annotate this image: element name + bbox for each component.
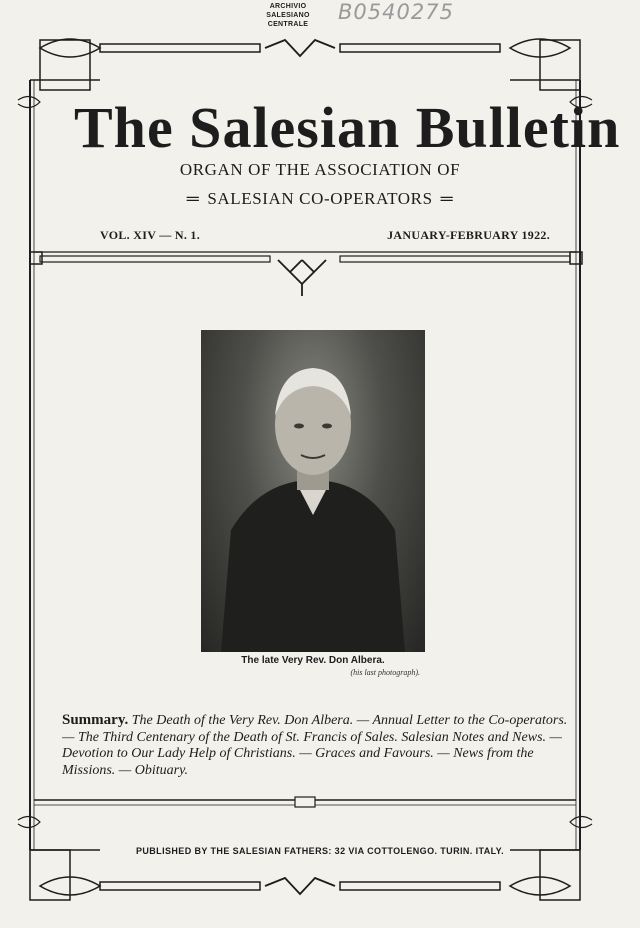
portrait-figure xyxy=(201,330,425,652)
issue-date: JANUARY-FEBRUARY 1922. xyxy=(387,228,550,242)
publisher-line: PUBLISHED BY THE SALESIAN FATHERS: 32 VIA COTTOLENGO. TURIN. ITALY. xyxy=(135,846,504,856)
stamp-line-2: CENTRALE xyxy=(267,21,309,28)
photo-caption-note: (his last photograph). xyxy=(350,668,420,677)
stamp-line-1: ARCHIVIO SALESIANO xyxy=(266,3,310,19)
volume-number: VOL. XIV — N. 1. xyxy=(100,228,201,242)
handwritten-archive-code: B0540275 xyxy=(338,0,454,24)
organ-line-2 xyxy=(60,189,580,209)
double-rule-left-icon: ═ xyxy=(186,189,200,208)
organ-line-1: ORGAN OF THE ASSOCIATION OF xyxy=(179,160,461,179)
masthead-title: The Salesian Bulletin xyxy=(74,95,621,160)
organ-line-2-text: SALESIAN CO-OPERATORS xyxy=(207,189,433,208)
summary-block xyxy=(62,712,582,779)
double-rule-right-icon: ═ xyxy=(440,189,454,208)
portrait-photograph xyxy=(201,330,425,652)
photo-caption: The late Very Rev. Don Albera. xyxy=(241,655,385,666)
summary-label: Summary. xyxy=(62,712,129,728)
summary-text: The Death of the Very Rev. Don Albera. — Annual Letter to the Co-operators. — The Third Centenary of the Death of St. Francis of Sales. Salesian Notes and News. — Devotion to Our Lady Help of Christians. — Graces and Favours. — News from the Missions. — Obituary. xyxy=(62,713,568,778)
